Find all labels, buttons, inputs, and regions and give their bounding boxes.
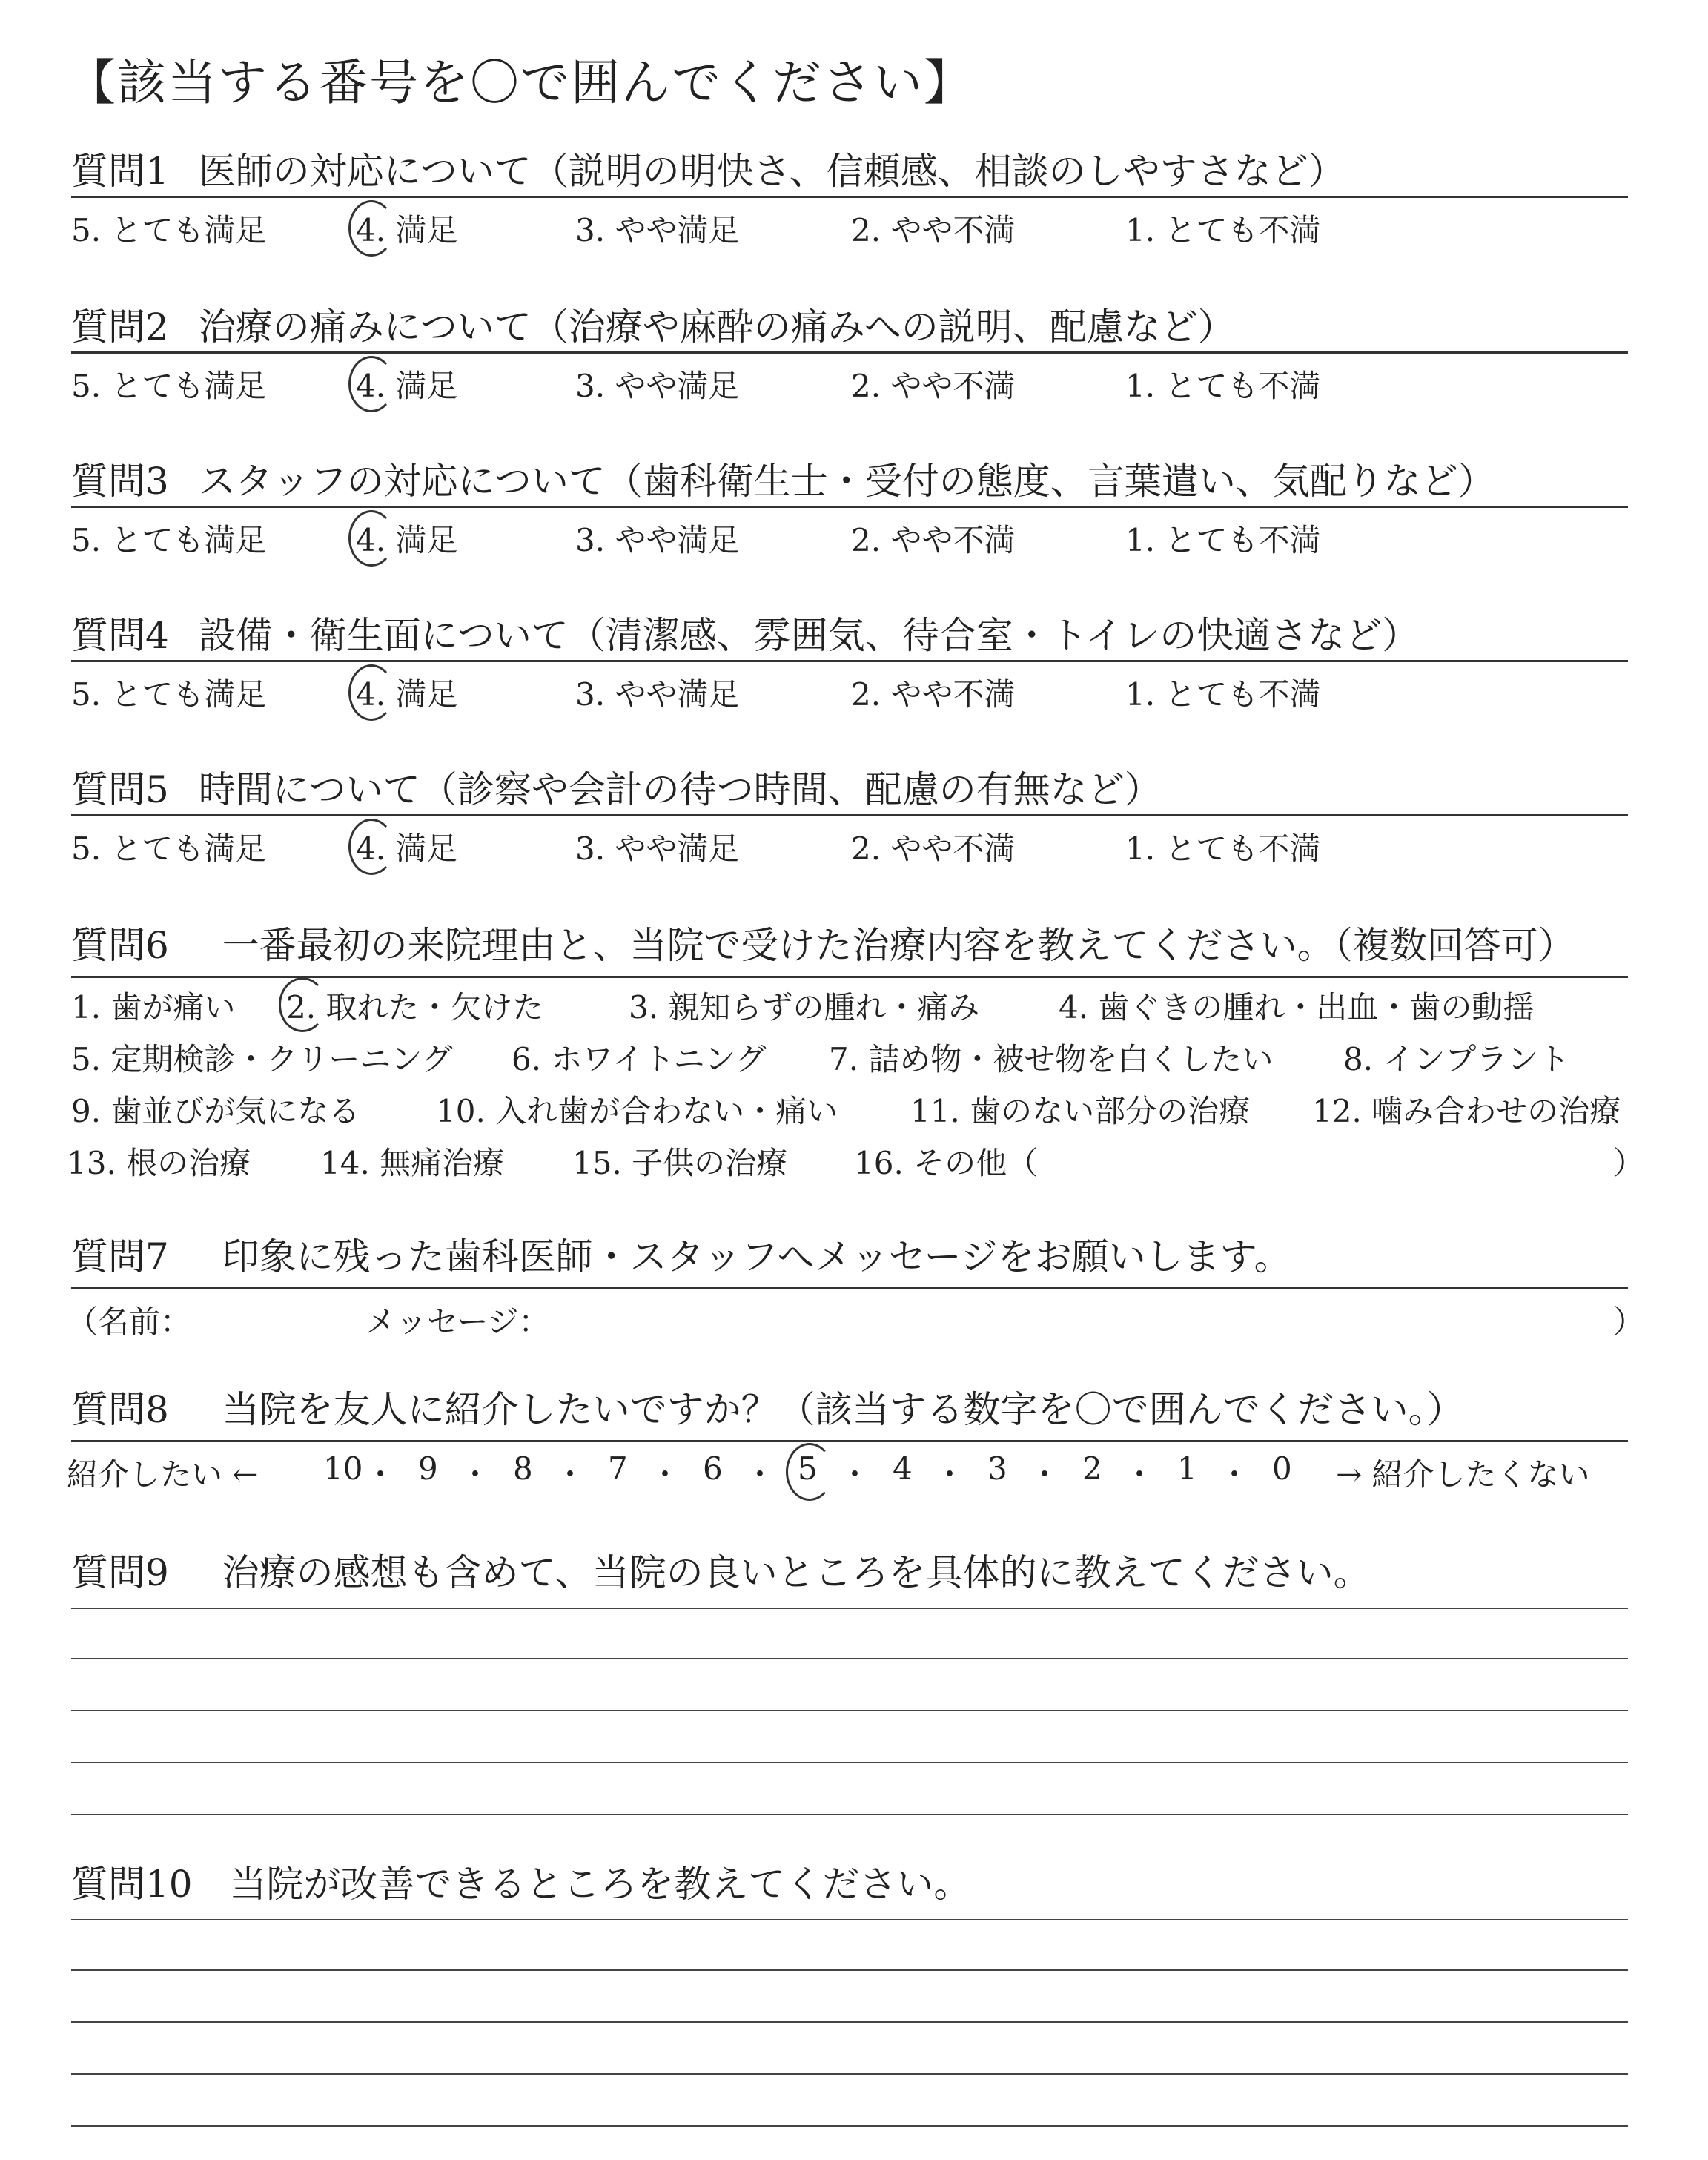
treatment-option[interactable]: 8. インプラント bbox=[1343, 1041, 1570, 1077]
scale-separator: ・ bbox=[1029, 1456, 1061, 1493]
recommend-left-label: 紹介したい ← bbox=[67, 1456, 259, 1493]
question-label: 質問4 bbox=[71, 614, 169, 657]
name-field-label: （名前： bbox=[67, 1304, 192, 1340]
rating-option[interactable]: 1. とても不満 bbox=[1125, 676, 1321, 713]
question-9-text: 治療の感想も含めて、当院の良いところを具体的に教えてください。 bbox=[222, 1551, 1371, 1594]
treatment-option[interactable]: 16. その他（ bbox=[854, 1145, 1039, 1181]
recommend-score[interactable]: 9 bbox=[418, 1450, 438, 1487]
recommend-score[interactable]: 4 bbox=[893, 1450, 913, 1487]
rating-option[interactable]: 5. とても満足 bbox=[71, 676, 267, 713]
question-label: 質問3 bbox=[71, 460, 169, 503]
scale-separator: ・ bbox=[744, 1456, 776, 1493]
question-8-label: 質問8 bbox=[71, 1388, 169, 1431]
recommend-score[interactable]: 1 bbox=[1177, 1450, 1197, 1487]
recommend-score[interactable]: 5 bbox=[798, 1450, 818, 1487]
answer-line[interactable] bbox=[71, 1658, 1628, 1659]
answer-line[interactable] bbox=[71, 2125, 1628, 2127]
question-8-text: 当院を友人に紹介したいですか？（該当する数字を〇で囲んでください。） bbox=[222, 1388, 1464, 1431]
rating-option[interactable]: 4. 満足 bbox=[356, 522, 458, 558]
question-2 bbox=[71, 301, 1628, 404]
rating-option[interactable]: 4. 満足 bbox=[356, 676, 458, 713]
question-9-label: 質問9 bbox=[71, 1551, 169, 1594]
recommend-score[interactable]: 2 bbox=[1082, 1450, 1102, 1487]
treatment-option[interactable]: 11. 歯のない部分の治療 bbox=[910, 1093, 1251, 1129]
answer-line[interactable] bbox=[71, 1969, 1628, 1971]
message-field-label: メッセージ： bbox=[365, 1304, 550, 1340]
rating-option[interactable]: 4. 満足 bbox=[356, 830, 458, 867]
question-7-text: 印象に残った歯科医師・スタッフへメッセージをお願いします。 bbox=[222, 1235, 1291, 1278]
rating-option[interactable]: 3. やや満足 bbox=[575, 830, 740, 867]
answer-line[interactable] bbox=[71, 1814, 1628, 1815]
rating-option[interactable]: 1. とても不満 bbox=[1125, 830, 1321, 867]
question-3 bbox=[71, 455, 1628, 558]
treatment-option[interactable]: 3. 親知らずの腫れ・痛み bbox=[629, 989, 980, 1025]
recommend-score[interactable]: 0 bbox=[1272, 1450, 1292, 1487]
treatment-option[interactable]: 7. 詰め物・被せ物を白くしたい bbox=[829, 1041, 1274, 1077]
question-8-underline bbox=[71, 1440, 1628, 1442]
scale-separator: ・ bbox=[839, 1456, 871, 1493]
scale-separator: ・ bbox=[555, 1456, 586, 1493]
question-underline bbox=[71, 506, 1628, 508]
message-closing-paren: ） bbox=[1613, 1304, 1645, 1340]
rating-option[interactable]: 5. とても満足 bbox=[71, 368, 267, 404]
recommend-right-label: → 紹介したくない bbox=[1336, 1456, 1590, 1493]
recommend-score[interactable]: 6 bbox=[703, 1450, 723, 1487]
question-underline bbox=[71, 814, 1628, 816]
recommend-score[interactable]: 7 bbox=[608, 1450, 628, 1487]
question-4 bbox=[71, 610, 1628, 713]
answer-line[interactable] bbox=[71, 1710, 1628, 1711]
question-text: スタッフの対応について（歯科衛生士・受付の態度、言葉遣い、気配りなど） bbox=[198, 460, 1495, 503]
question-text: 治療の痛みについて（治療や麻酔の痛みへの説明、配慮など） bbox=[198, 305, 1235, 349]
other-closing-paren: ） bbox=[1613, 1145, 1645, 1181]
rating-option[interactable]: 5. とても満足 bbox=[71, 830, 267, 867]
selected-circle-mark bbox=[348, 356, 394, 412]
scale-separator: ・ bbox=[649, 1456, 681, 1493]
treatment-option[interactable]: 15. 子供の治療 bbox=[572, 1145, 788, 1181]
question-10-label: 質問10 bbox=[71, 1863, 193, 1906]
question-7-underline bbox=[71, 1287, 1628, 1289]
selected-circle-mark bbox=[348, 510, 394, 567]
question-underline bbox=[71, 196, 1628, 198]
rating-option[interactable]: 1. とても不満 bbox=[1125, 368, 1321, 404]
question-underline bbox=[71, 351, 1628, 354]
scale-separator: ・ bbox=[934, 1456, 966, 1493]
treatment-option[interactable]: 10. 入れ歯が合わない・痛い bbox=[436, 1093, 838, 1129]
rating-option[interactable]: 2. やや不満 bbox=[851, 830, 1016, 867]
answer-line[interactable] bbox=[71, 2073, 1628, 2075]
question-label: 質問5 bbox=[71, 768, 169, 811]
rating-option[interactable]: 5. とても満足 bbox=[71, 522, 267, 558]
rating-option[interactable]: 1. とても不満 bbox=[1125, 522, 1321, 558]
form-title: 【該当する番号を〇で囲んでください】 bbox=[67, 54, 974, 111]
selected-circle-mark bbox=[348, 819, 394, 875]
question-underline bbox=[71, 660, 1628, 662]
rating-option[interactable]: 2. やや不満 bbox=[851, 676, 1016, 713]
treatment-option[interactable]: 4. 歯ぐきの腫れ・出血・歯の動揺 bbox=[1059, 989, 1535, 1025]
question-6 bbox=[67, 919, 1645, 1181]
treatment-option[interactable]: 14. 無痛治療 bbox=[320, 1145, 505, 1181]
recommend-score[interactable]: 3 bbox=[987, 1450, 1007, 1487]
question-10 bbox=[71, 1858, 1628, 1910]
question-label: 質問2 bbox=[71, 305, 169, 349]
question-8 bbox=[67, 1384, 1628, 1493]
scale-separator: ・ bbox=[1124, 1456, 1156, 1493]
rating-option[interactable]: 4. 満足 bbox=[356, 212, 458, 248]
selected-circle-mark bbox=[348, 200, 394, 257]
recommend-score[interactable]: 10 bbox=[323, 1450, 363, 1487]
rating-option[interactable]: 5. とても満足 bbox=[71, 212, 267, 248]
answer-line[interactable] bbox=[71, 1919, 1628, 1920]
selected-circle-mark bbox=[348, 664, 394, 721]
scale-separator: ・ bbox=[365, 1456, 397, 1493]
rating-option[interactable]: 3. やや満足 bbox=[575, 212, 740, 248]
question-6-label: 質問6 bbox=[71, 924, 169, 967]
treatment-option[interactable]: 1. 歯が痛い bbox=[71, 989, 236, 1025]
rating-option[interactable]: 3. やや満足 bbox=[575, 676, 740, 713]
treatment-option[interactable]: 2. 取れた・欠けた bbox=[286, 989, 544, 1025]
question-6-text: 一番最初の来院理由と、当院で受けた治療内容を教えてください。（複数回答可） bbox=[222, 924, 1575, 967]
question-9 bbox=[71, 1547, 1628, 1599]
answer-line[interactable] bbox=[71, 1608, 1628, 1609]
answer-line[interactable] bbox=[71, 1762, 1628, 1763]
question-text: 時間について（診察や会計の待つ時間、配慮の有無など） bbox=[198, 768, 1162, 811]
rating-option[interactable]: 2. やや不満 bbox=[851, 212, 1016, 248]
treatment-option[interactable]: 5. 定期検診・クリーニング bbox=[71, 1041, 453, 1077]
rating-option[interactable]: 3. やや満足 bbox=[575, 522, 740, 558]
rating-option[interactable]: 2. やや不満 bbox=[851, 368, 1016, 404]
treatment-option[interactable]: 12. 噛み合わせの治療 bbox=[1312, 1093, 1621, 1129]
question-label: 質問1 bbox=[71, 150, 169, 193]
treatment-option[interactable]: 9. 歯並びが気になる bbox=[71, 1093, 360, 1129]
question-10-text: 当院が改善できるところを教えてください。 bbox=[229, 1863, 971, 1906]
question-text: 設備・衛生面について（清潔感、雰囲気、待合室・トイレの快適さなど） bbox=[198, 614, 1420, 657]
selected-circle-mark bbox=[786, 1443, 833, 1501]
answer-line[interactable] bbox=[71, 2021, 1628, 2023]
question-text: 医師の対応について（説明の明快さ、信頼感、相談のしやすさなど） bbox=[198, 150, 1345, 193]
rating-option[interactable]: 3. やや満足 bbox=[575, 368, 740, 404]
scale-separator: ・ bbox=[460, 1456, 491, 1493]
scale-separator: ・ bbox=[1219, 1456, 1251, 1493]
question-7 bbox=[67, 1231, 1645, 1340]
treatment-option[interactable]: 13. 根の治療 bbox=[67, 1145, 251, 1181]
rating-option[interactable]: 2. やや不満 bbox=[851, 522, 1016, 558]
question-7-label: 質問7 bbox=[71, 1235, 169, 1278]
question-1 bbox=[71, 145, 1628, 248]
question-5 bbox=[71, 764, 1628, 867]
selected-circle-mark bbox=[279, 977, 326, 1032]
treatment-option[interactable]: 6. ホワイトニング bbox=[512, 1041, 767, 1077]
rating-option[interactable]: 1. とても不満 bbox=[1125, 212, 1321, 248]
recommend-score[interactable]: 8 bbox=[513, 1450, 533, 1487]
rating-option[interactable]: 4. 満足 bbox=[356, 368, 458, 404]
